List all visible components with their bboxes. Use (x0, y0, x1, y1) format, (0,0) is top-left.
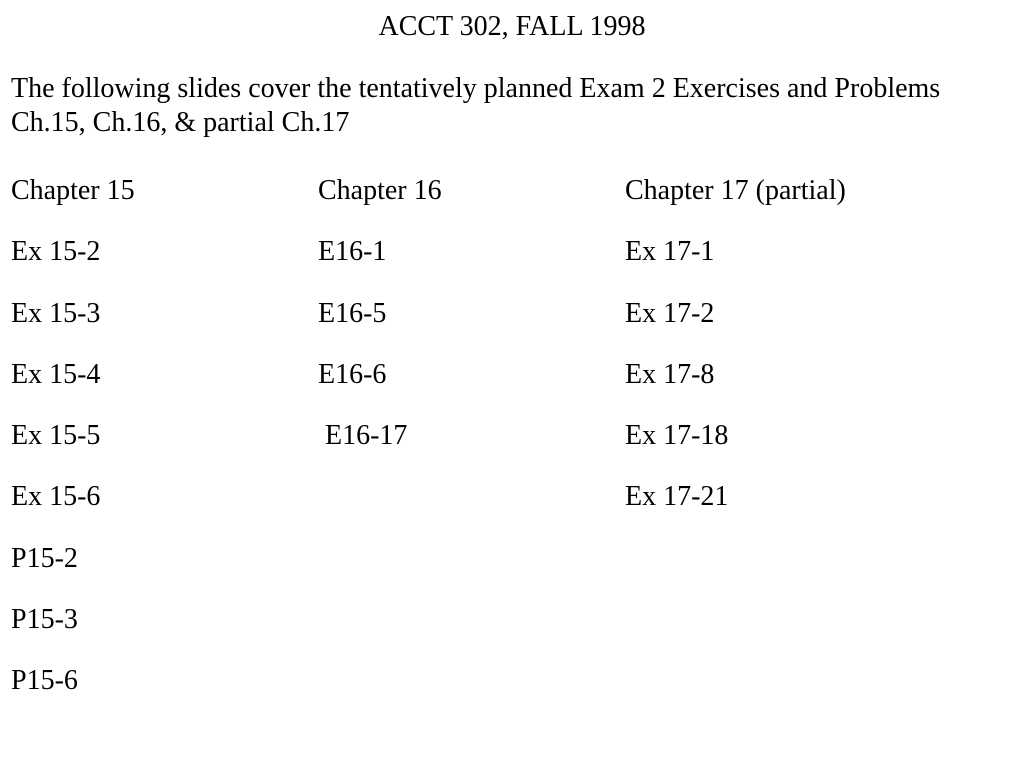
table-cell: Ex 17-8 (625, 358, 715, 390)
header-chapter-17: Chapter 17 (partial) (625, 175, 846, 206)
table-cell: Ex 15-2 (11, 236, 101, 268)
table-row (11, 297, 1011, 358)
table-cell: E16-1 (318, 236, 387, 268)
table-header-row (11, 174, 1011, 235)
table-cell: P15-2 (11, 542, 78, 574)
table-cell: Ex 15-5 (11, 420, 101, 452)
table-row (11, 419, 1011, 480)
header-chapter-15: Chapter 15 (11, 175, 135, 206)
table-row (11, 603, 1011, 664)
table-cell: E16-5 (318, 297, 387, 329)
intro-paragraph: The following slides cover the tentatively planned Exam 2 Exercises and Problems Ch.15, Ch.16, & partial Ch.17 (11, 73, 941, 138)
table-cell: Ex 17-1 (625, 236, 715, 268)
table-cell: Ex 15-4 (11, 358, 101, 390)
table-cell: E16-6 (318, 358, 387, 390)
table-cell: E16-17 (318, 420, 408, 452)
table-row (11, 664, 1011, 725)
slide-title: ACCT 302, FALL 1998 (378, 11, 646, 42)
table-cell: Ex 15-3 (11, 297, 101, 329)
table-row (11, 480, 1011, 541)
table-cell: Ex 17-21 (625, 481, 729, 513)
header-chapter-16: Chapter 16 (318, 175, 442, 206)
table-row (11, 358, 1011, 419)
table-row (11, 542, 1011, 603)
table-cell: P15-3 (11, 604, 78, 636)
table-row (11, 235, 1011, 296)
table-cell: P15-6 (11, 665, 78, 697)
table-cell: Ex 17-2 (625, 297, 715, 329)
assignment-table (11, 174, 1011, 726)
table-cell: Ex 17-18 (625, 420, 729, 452)
table-cell: Ex 15-6 (11, 481, 101, 513)
